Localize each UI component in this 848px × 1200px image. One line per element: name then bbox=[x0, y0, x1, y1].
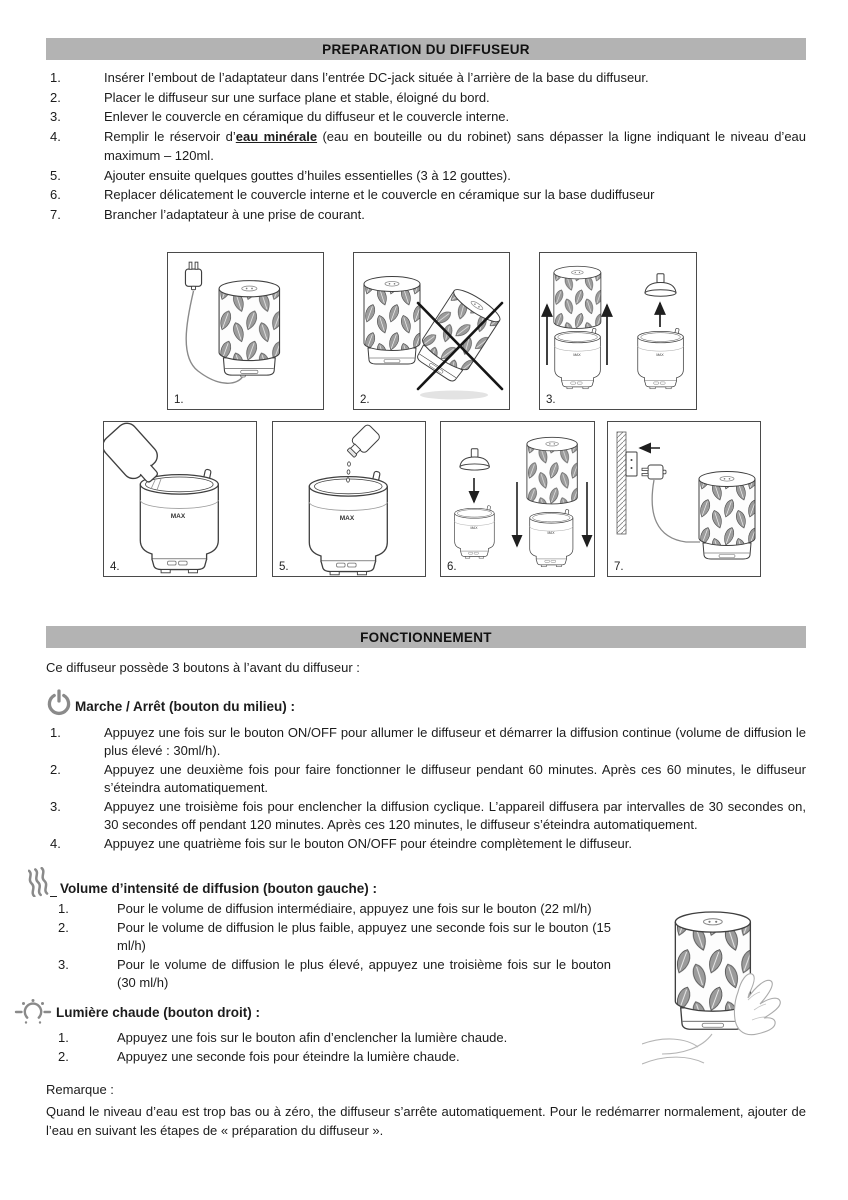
outlet-drawing bbox=[626, 452, 637, 476]
plug-adapter-diffuser-illustration bbox=[168, 253, 323, 409]
list-item bbox=[46, 107, 806, 127]
step-text-post: (eau en bouteille ou du robinet) sans dépasser la ligne indiquant le niveau d’eau maximum – 120ml. bbox=[104, 128, 807, 163]
max-label: MAX bbox=[573, 353, 581, 357]
list-item bbox=[46, 724, 806, 761]
power-adapter-drawing bbox=[185, 262, 201, 290]
ceramic-cover-drawing bbox=[554, 266, 601, 328]
step-number: 2. bbox=[58, 919, 69, 935]
remove-covers-illustration bbox=[540, 253, 696, 409]
base-drawing-2 bbox=[638, 328, 684, 389]
subsection-title: Lumière chaude (bouton droit) : bbox=[56, 1004, 260, 1020]
figure-step-3 bbox=[539, 252, 697, 410]
diffuser-with-hand-illustration bbox=[642, 906, 807, 1081]
list-item bbox=[46, 68, 806, 88]
diffuser-upright-drawing bbox=[364, 277, 420, 365]
section-header-fonctionnement bbox=[46, 626, 806, 648]
add-oil-illustration bbox=[273, 422, 425, 576]
replace-covers-illustration bbox=[441, 422, 594, 576]
step-text: Pour le volume de diffusion intermédiaire, appuyez une fois sur le bouton (22 ml/h) bbox=[117, 901, 592, 917]
figure-step-2 bbox=[353, 252, 510, 410]
list-item bbox=[46, 205, 806, 225]
step-text: Insérer l’embout de l’adaptateur dans l’entrée DC-jack située à l’arrière de la base du diffuseur. bbox=[104, 70, 649, 85]
mist-steps-list bbox=[46, 900, 611, 992]
list-item bbox=[46, 956, 611, 993]
wall-drawing bbox=[617, 432, 626, 534]
step-text: Replacer délicatement le couvercle interne et le couvercle en céramique sur la base dudiffuseur bbox=[104, 187, 655, 202]
list-item bbox=[46, 798, 806, 835]
diffuser-tilted-drawing bbox=[412, 285, 504, 386]
base-drawing-2 bbox=[530, 509, 573, 566]
list-item bbox=[46, 835, 806, 853]
step-number: 3. bbox=[50, 798, 61, 814]
list-item bbox=[46, 166, 806, 186]
max-label: MAX bbox=[656, 353, 664, 357]
essential-oil-bottle-drawing bbox=[344, 424, 381, 461]
inner-cover-drawing bbox=[460, 449, 489, 470]
preparation-steps-list bbox=[46, 68, 806, 224]
inner-cover-drawing bbox=[645, 274, 676, 296]
step-text: Placer le diffuseur sur une surface plane et stable, éloigné du bord. bbox=[104, 89, 490, 105]
max-label: MAX bbox=[339, 515, 355, 522]
list-item bbox=[46, 185, 806, 205]
power-steps-list bbox=[46, 724, 806, 853]
step-text: Appuyez une seconde fois pour éteindre la lumière chaude. bbox=[117, 1048, 460, 1064]
list-item bbox=[46, 127, 806, 166]
step-text: Appuyez une fois sur le bouton ON/OFF pour allumer le diffuseur et démarrer la diffusion continue (volume de diffusion le plus élevé : 30ml/h). bbox=[104, 725, 806, 759]
step-text: Ajouter ensuite quelques gouttes d’huiles essentielles (3 à 12 gouttes). bbox=[104, 167, 511, 183]
do-not-tilt-illustration bbox=[354, 253, 509, 409]
step-text: Appuyez une deuxième fois pour faire fonctionner le diffuseur pendant 60 minutes. Après ces 60 minutes, le diffuseur s’éteindra automatiquement. bbox=[104, 761, 806, 796]
step-number: 3. bbox=[58, 956, 69, 972]
section-title: FONCTIONNEMENT bbox=[360, 629, 492, 645]
figure-step-4 bbox=[103, 421, 257, 577]
power-subsection-heading bbox=[46, 689, 806, 716]
figure-number: 5. bbox=[279, 561, 289, 573]
subsection-title: Marche / Arrêt (bouton du milieu) : bbox=[75, 699, 296, 714]
emphasized-term: eau minérale bbox=[235, 128, 318, 144]
step-text: Enlever le couvercle en céramique du diffuseur et le couvercle interne. bbox=[104, 109, 510, 124]
underline-artifact bbox=[50, 884, 57, 897]
step-number: 1. bbox=[58, 1030, 69, 1046]
step-number: 4. bbox=[50, 835, 61, 851]
fill-water-illustration bbox=[104, 422, 256, 576]
step-text: Appuyez une troisième fois pour enclencher la diffusion cyclique. L’appareil diffusera par intervalles de 30 secondes on, 30 secondes off pendant 120 minutes. Après ces 120 minutes, le diffuseur s’éteindra automatiquement. bbox=[104, 798, 806, 833]
figure-number: 4. bbox=[110, 561, 120, 573]
step-number: 2. bbox=[50, 761, 61, 777]
figure-number: 7. bbox=[614, 561, 624, 573]
base-drawing bbox=[455, 505, 495, 558]
step-number: 2. bbox=[50, 89, 61, 105]
step-number: 2. bbox=[58, 1048, 69, 1064]
remark-title: Remarque : bbox=[46, 1082, 114, 1098]
subsection-title: Volume d’intensité de diffusion (bouton gauche) : bbox=[60, 881, 377, 897]
figure-number: 2. bbox=[360, 394, 370, 406]
max-label: MAX bbox=[170, 513, 186, 520]
max-label: MAX bbox=[470, 526, 478, 530]
ceramic-cover-drawing bbox=[527, 437, 577, 504]
remark-block bbox=[46, 1080, 806, 1140]
list-item bbox=[46, 1029, 611, 1047]
step-text bbox=[104, 127, 806, 166]
illustration-grid bbox=[0, 252, 848, 576]
step-text: Pour le volume de diffusion le plus faible, appuyez une seconde fois sur le bouton (15 ml/h) bbox=[117, 919, 611, 954]
mist-icon bbox=[28, 867, 50, 897]
step-text: Brancher l’adaptateur à une prise de courant. bbox=[104, 206, 365, 222]
figure-step-6 bbox=[440, 421, 595, 577]
figure-number: 1. bbox=[174, 394, 184, 406]
remark-body: Quand le niveau d’eau est trop bas ou à zéro, the diffuseur s’arrête automatiquement. Pour le redémarrer normalement, ajouter de l’eau en suivant les étapes de « préparation du diffuseur ». bbox=[46, 1103, 806, 1138]
step-text: Appuyez une quatrième fois sur le bouton ON/OFF pour éteindre complètement le diffuseur. bbox=[104, 835, 632, 851]
mist-subsection-heading bbox=[28, 867, 806, 897]
step-text: Appuyez une fois sur le bouton afin d’enclencher la lumière chaude. bbox=[117, 1030, 508, 1046]
figure-step-1 bbox=[167, 252, 324, 410]
figure-number: 6. bbox=[447, 561, 457, 573]
base-drawing bbox=[555, 328, 601, 389]
figure-step-7 bbox=[607, 421, 761, 577]
list-item bbox=[46, 900, 611, 918]
light-steps-list bbox=[46, 1029, 611, 1066]
figure-number: 3. bbox=[546, 394, 556, 406]
warm-light-icon bbox=[14, 998, 52, 1026]
reservoir-drawing bbox=[140, 469, 218, 573]
power-adapter-drawing bbox=[642, 465, 666, 479]
section-title: PREPARATION DU DIFFUSEUR bbox=[322, 41, 530, 57]
figure-step-5 bbox=[272, 421, 426, 577]
step-number: 1. bbox=[50, 70, 61, 85]
section-header-preparation bbox=[46, 38, 806, 60]
reservoir-drawing bbox=[309, 471, 387, 575]
step-number: 1. bbox=[50, 725, 61, 740]
list-item bbox=[46, 761, 806, 798]
step-text-pre: Remplir le réservoir d’ bbox=[104, 128, 236, 144]
step-number: 4. bbox=[50, 128, 61, 144]
max-label: MAX bbox=[547, 531, 555, 535]
step-number: 5. bbox=[50, 167, 61, 183]
arm-and-cable-lines bbox=[642, 1034, 712, 1064]
diffuser-drawing bbox=[219, 281, 279, 376]
list-item bbox=[46, 919, 611, 956]
step-number: 6. bbox=[50, 187, 61, 202]
step-number: 7. bbox=[50, 206, 61, 222]
power-icon bbox=[46, 689, 72, 716]
step-text: Pour le volume de diffusion le plus élevé, appuyez une troisième fois sur le bouton (30 ml/h) bbox=[117, 956, 611, 990]
plug-into-outlet-illustration bbox=[608, 422, 760, 576]
hand-drawing bbox=[734, 974, 780, 1035]
list-item bbox=[46, 1048, 611, 1066]
step-number: 1. bbox=[58, 901, 69, 917]
diffuser-drawing bbox=[699, 472, 755, 560]
intro-text: Ce diffuseur possède 3 boutons à l’avant du diffuseur : bbox=[46, 660, 360, 675]
list-item bbox=[46, 88, 806, 108]
step-number: 3. bbox=[50, 109, 61, 124]
diffuser-hand-image bbox=[642, 906, 807, 1086]
